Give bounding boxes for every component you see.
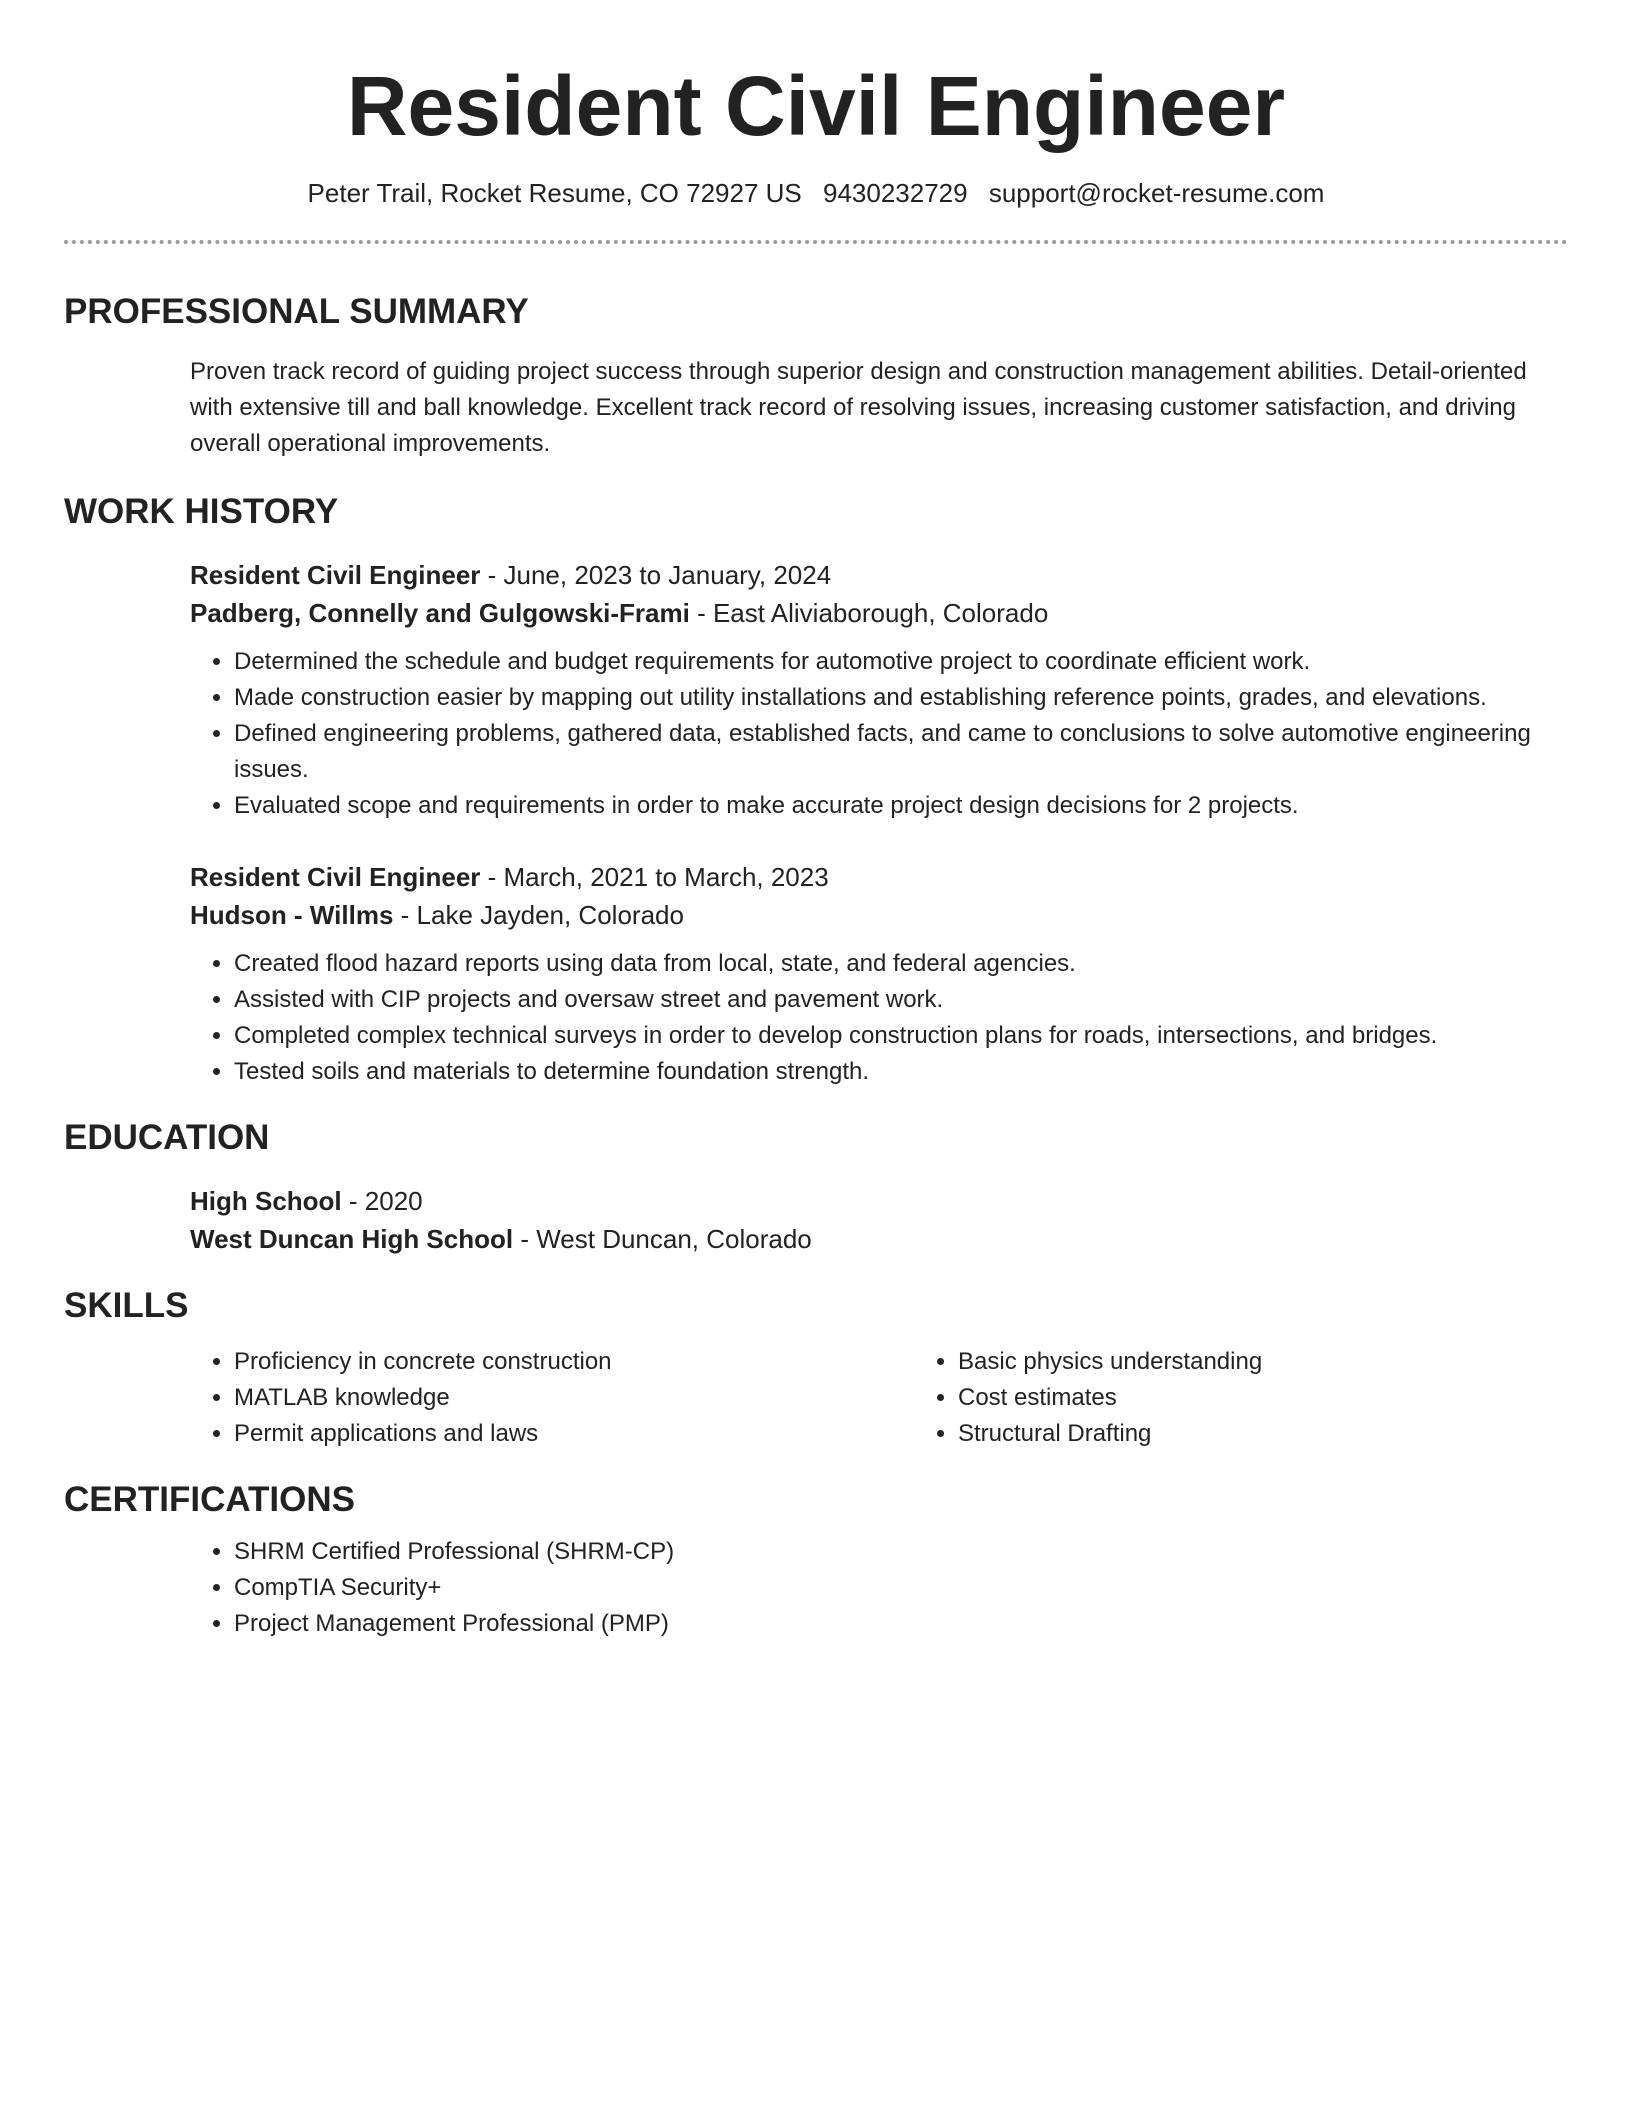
skill-item: • Permit applications and laws: [234, 1416, 914, 1452]
job-bullet: • Completed complex technical surveys in order to develop construction plans for roads, intersections, and bridges.: [234, 1018, 1568, 1054]
certification-item: • CompTIA Security+: [234, 1570, 1568, 1606]
job-bullet: • Determined the schedule and budget requirements for automotive project to coordinate efficient work.: [234, 644, 1568, 680]
job-title: Resident Civil Engineer: [190, 862, 481, 892]
certification-item: • SHRM Certified Professional (SHRM-CP): [234, 1534, 1568, 1570]
job-title-line: [190, 858, 1568, 896]
skill-item: • Proficiency in concrete construction: [234, 1344, 914, 1380]
job-bullet: • Created flood hazard reports using data from local, state, and federal agencies.: [234, 946, 1568, 982]
work-history-heading: WORK HISTORY: [64, 492, 339, 531]
skill-item: • MATLAB knowledge: [234, 1380, 914, 1416]
job-bullet: • Evaluated scope and requirements in order to make accurate project design decisions for 2 projects.: [234, 788, 1568, 824]
resume-title: Resident Civil Engineer: [346, 59, 1286, 153]
work-history-body: [64, 556, 1568, 1090]
job-bullet: • Made construction easier by mapping out utility installations and establishing reference points, grades, and elevations.: [234, 680, 1568, 716]
education-degree: High School: [190, 1186, 342, 1216]
skills-grid: [190, 1344, 1568, 1452]
education-year: - 2020: [341, 1186, 423, 1216]
certifications-list: [190, 1534, 1568, 1642]
education-school-line: [190, 1220, 1568, 1258]
job-dates: - March, 2021 to March, 2023: [480, 862, 829, 892]
job-bullet: • Tested soils and materials to determine foundation strength.: [234, 1054, 1568, 1090]
education-degree-line: [190, 1182, 1568, 1220]
job-title-line: [190, 556, 1568, 594]
summary-heading: PROFESSIONAL SUMMARY: [64, 292, 529, 331]
job-entry: [190, 556, 1568, 824]
education-location: - West Duncan, Colorado: [513, 1224, 812, 1254]
skill-item: • Basic physics understanding: [958, 1344, 1568, 1380]
skills-body: [64, 1344, 1568, 1452]
job-location: - East Aliviaborough, Colorado: [689, 598, 1049, 628]
certifications-heading: CERTIFICATIONS: [64, 1480, 356, 1519]
skill-item: • Structural Drafting: [958, 1416, 1568, 1452]
skills-right-list: [914, 1344, 1568, 1452]
job-company-line: [190, 594, 1568, 632]
job-bullets: [190, 946, 1568, 1090]
job-bullet: • Assisted with CIP projects and oversaw street and pavement work.: [234, 982, 1568, 1018]
job-bullets: [190, 644, 1568, 824]
certifications-body: [64, 1534, 1568, 1642]
job-entry: [190, 858, 1568, 1090]
skills-left-list: [190, 1344, 914, 1452]
summary-text: Proven track record of guiding project success through superior design and construction management abilities. Detail-oriented with extensive till and ball knowledge. Excellent track record of resolving issues, increasing customer satisfaction, and driving overall operational improvements.: [190, 358, 1527, 457]
contact-email: support@rocket-resume.com: [988, 178, 1325, 208]
header-divider: [64, 240, 1568, 244]
education-school: West Duncan High School: [190, 1224, 514, 1254]
job-company-line: [190, 896, 1568, 934]
job-dates: - June, 2023 to January, 2024: [480, 560, 832, 590]
certification-item: • Project Management Professional (PMP): [234, 1606, 1568, 1642]
skill-item: • Cost estimates: [958, 1380, 1568, 1416]
job-company: Hudson - Willms: [190, 900, 394, 930]
skills-heading: SKILLS: [64, 1286, 189, 1325]
job-title: Resident Civil Engineer: [190, 560, 481, 590]
education-body: [64, 1182, 1568, 1258]
contact-phone: 9430232729: [822, 178, 968, 208]
job-location: - Lake Jayden, Colorado: [393, 900, 684, 930]
job-bullet: • Defined engineering problems, gathered data, established facts, and came to conclusions to solve automotive engineering issues.: [234, 716, 1568, 788]
contact-line: [64, 176, 1568, 210]
job-company: Padberg, Connelly and Gulgowski-Frami: [190, 598, 690, 628]
contact-address: Peter Trail, Rocket Resume, CO 72927 US: [307, 178, 802, 208]
education-heading: EDUCATION: [64, 1118, 270, 1157]
